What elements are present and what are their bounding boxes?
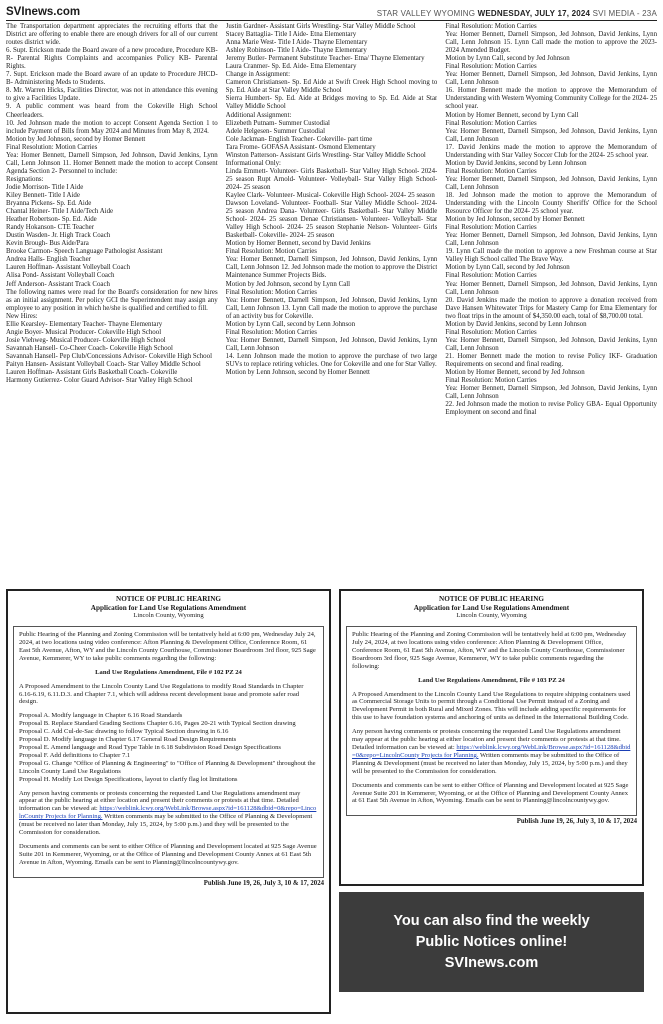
minutes-paragraph: Final Resolution: Motion Carries — [225, 328, 317, 336]
minutes-paragraph: Yea: Homer Bennett, Darnell Simpson, Jed Johnson, David Jenkins, Lynn Call, Lenn Johnson 11. Homer Bennett made the motion to accept Consent Agenda Section 2- Personnel to include: — [6, 151, 218, 175]
proposal-item: Proposal C. Add Cul-de-Sac drawing to follow Typical Section drawing in 6.16 — [19, 728, 229, 736]
minutes-paragraph: 14. Lenn Johnson made the motion to approve the purchase of two large SUVs to replace retiring vehicles. One for Cokeville and one for Star Valley. — [225, 352, 438, 368]
issue-date: WEDNESDAY, JULY 17, 2024 — [477, 9, 591, 18]
minutes-paragraph: Chantal Heiner- Title I Aide/Tech Aide — [6, 208, 114, 216]
minutes-paragraph: Kevin Brough- Bus Aide/Para — [6, 240, 89, 248]
minutes-paragraph: Final Resolution: Motion Carries — [445, 23, 537, 30]
notice-intro: Public Hearing of the Planning and Zoning Commission will be tentatively held at 6:00 pm, Wednesday July 24, 2024, at two locations using video conference: Afton Planning & Development Office, Conference Room, 61 East 5th Avenue, Afton, WY and the Lincoln County Courthouse, Commissioner Boardroom 3rd floor, 925 Sage Avenue, Kemmerer, WY to take public comments regarding the following: — [352, 631, 627, 670]
paper-location: STAR VALLEY WYOMING — [376, 9, 476, 18]
minutes-paragraph: Yea: Homer Bennett, Darnell Simpson, Jed Johnson, David Jenkins, Lynn Call, Lenn Johnson — [445, 336, 657, 352]
weblink[interactable]: https://weblink.lcwy.org/WebLink/Browse.aspx?id=161128&dbid=0&repo=LincolnCounty Projects for Planning. — [352, 743, 631, 759]
minutes-paragraph: Yea: Homer Bennett, Darnell Simpson, Jed Johnson, David Jenkins, Lynn Call, Lenn Johnson 12. Jed Johnson made the motion to approve the District Maintenance Summer Projects Bids. — [225, 256, 438, 280]
minutes-paragraph: Yea: Homer Bennett, Darnell Simpson, Jed Johnson, David Jenkins, Lynn Call, Lenn Johnson — [445, 71, 657, 87]
minutes-paragraph: Motion by David Jenkins, second by Lenn Johnson — [445, 320, 587, 328]
minutes-column-1 — [6, 23, 218, 581]
minutes-paragraph: Alisa Pond- Assistant Volleyball Coach — [6, 272, 115, 280]
minutes-paragraph: Final Resolution: Motion Carries — [445, 224, 537, 232]
notice-comments — [19, 790, 318, 837]
minutes-paragraph: Adele Helgesen- Summer Custodial — [225, 127, 325, 135]
minutes-paragraph: Resignations: — [6, 175, 44, 183]
minutes-columns — [6, 23, 657, 581]
minutes-paragraph: 18. Jed Johnson made the motion to approve the Memorandum of Understanding with the Lincoln County Sheriffs' Office for the School Resource Officer for the 2024- 25 school year. — [445, 191, 657, 216]
proposal-item: Proposal F. Add definitions to Chapter 7.1 — [19, 751, 131, 759]
minutes-paragraph: 22. Jed Johnson made the motion to revise Policy GBA- Equal Opportunity Employment on second and final — [445, 401, 657, 417]
minutes-paragraph: Final Resolution: Motion Carries — [445, 119, 537, 127]
minutes-paragraph: Motion by Lynn Call, second by Lenn Johnson — [225, 320, 356, 328]
minutes-paragraph: Yea: Homer Bennett, Darnell Simpson, Jed Johnson, David Jenkins, Lynn Call, Lenn Johnson — [445, 385, 657, 401]
proposal-item: Proposal E. Amend language and Road Type Table in 6.18 Subdivision Road Design Specifications — [19, 743, 281, 751]
minutes-paragraph: Sierra Humbert- Sp. Ed. Aide at Bridges moving to Sp. Ed. Aide at Star Valley Middle School — [225, 95, 438, 111]
minutes-paragraph: Anna Marie West- Title I Aide- Thayne Elementary — [225, 39, 368, 47]
minutes-paragraph: Savannah Hansell- Co-Cheer Coach- Cokeville High School — [6, 344, 173, 352]
minutes-paragraph: 21. Homer Bennett made the motion to revise Policy IKF- Graduation Requirements on second and final reading. — [445, 352, 657, 368]
minutes-paragraph: The Transportation department appreciates the recruiting efforts that the District are offering to enable there are enough drivers for all of our current routes district wide. — [6, 23, 218, 47]
minutes-paragraph: Motion by Jed Johnson, second by Lynn Call — [225, 280, 351, 288]
minutes-paragraph: Yea: Homer Bennett, Darnell Simpson, Jed Johnson, David Jenkins, Lynn Call, Lenn Johnson 15. Lynn Call made the motion to approve the 2023-2024 Amended Budget. — [445, 31, 657, 55]
minutes-paragraph: Justin Gardner- Assistant Girls Wrestling- Star Valley Middle School — [225, 23, 416, 30]
written-comments-text: Written comments may be submitted to the Office of Planning & Development (must be received no later than Monday, July 15, 2024, by 5:00 p.m.) and they will be presented to the Commission for consideration. — [19, 813, 313, 837]
notice-intro: Public Hearing of the Planning and Zoning Commission will be tentatively held at 6:00 pm, Wednesday July 24, 2024, at two locations using video conference: Afton Planning & Development Office, Conference Room, 61 East 5th Avenue, Afton, WY and the Lincoln County Courthouse, Commissioner Boardroom 3rd floor, 925 Sage Avenue, Kemmerer, WY to take public comments regarding the following: — [19, 631, 316, 662]
page-header — [6, 0, 657, 21]
notice-heading: Land Use Regulations Amendment, File # 102 PZ 24 — [95, 668, 242, 676]
public-notice-103 — [339, 589, 644, 886]
minutes-paragraph: Ashley Robinson- Title I Aide- Thayne Elementary — [225, 47, 367, 55]
minutes-paragraph: Andrea Halls- English Teacher — [6, 256, 91, 264]
minutes-paragraph: Motion by David Jenkins, second by Lenn Johnson — [445, 159, 587, 167]
minutes-paragraph: Final Resolution: Motion Carries — [445, 377, 537, 385]
minutes-paragraph: Jeremy Butler- Permanent Substitute Teacher- Etna/ Thayne Elementary — [225, 55, 425, 63]
minutes-paragraph: New Hires: — [6, 312, 38, 320]
notice-description: A Proposed Amendment to the Lincoln County Land Use Regulations to modify Road Standards in Chapter 6.16-6.19, 6.11.D.3. and Chapter 7.1, which will address recent development issue and promote safer road design. — [19, 682, 304, 706]
site-name[interactable]: SVInews.com — [6, 6, 81, 18]
notice-title: NOTICE OF PUBLIC HEARING — [439, 595, 544, 603]
minutes-paragraph: 7. Supt. Erickson made the Board aware of an update to Procedure JHCD- B- Administering Meds to Students. — [6, 71, 218, 87]
proposal-item: Proposal H. Modify Lot Design Specifications, layout to clarify flag lot limitations — [19, 775, 238, 783]
comments-text: Any person having comments or protests concerning the requested Land Use Regulations amendment may appear at the public hearing at either location and present their comments or protests at that time. Detailed information can be viewed at: — [352, 728, 621, 751]
minutes-paragraph: Yea: Homer Bennett, Darnell Simpson, Jed Johnson, David Jenkins, Lynn Call, Lenn Johnson — [445, 232, 657, 248]
notice-heading: Land Use Regulations Amendment, File # 103 PZ 24 — [418, 676, 565, 684]
minutes-paragraph: Bryanna Pickens- Sp. Ed. Aide — [6, 200, 92, 208]
minutes-paragraph: 8. Mr. Warren Hicks, Facilities Director, was not in attendance this evening to give a Facilities Update. — [6, 87, 218, 103]
weblink[interactable]: https://weblink.lcwy.org/WebLink/Browse.aspx?id=161128&dbid=0&repo=LincolnCounty Projects for Planning. — [19, 805, 317, 821]
minutes-paragraph: Jeff Anderson- Assistant Track Coach — [6, 280, 110, 288]
minutes-paragraph: Yea: Homer Bennett, Darnell Simpson, Jed Johnson, David Jenkins, Lynn Call, Lenn Johnson — [225, 336, 438, 352]
minutes-paragraph: Linda Emmett- Volunteer- Girls Basketball- Star Valley High School- 2024- 25 season Rupt Arnold- Volunteer- Volleyball- Star Valley High School- 2024- 25 season — [225, 167, 438, 191]
minutes-paragraph: Motion by Lynn Call, second by Jed Johnson — [445, 264, 570, 272]
proposal-item: Proposal B. Replace Standard Grading Sections Chapter 6.16, Pages 20-21 with Typical Section drawing — [19, 720, 296, 728]
minutes-paragraph: Cameron Christiansen- Sp. Ed Aide at Swift Creek High School moving to Sp. Ed. Aide at Star Valley Middle School — [225, 79, 438, 95]
notice-comments — [352, 728, 631, 775]
minutes-paragraph: Dustin Wasden- Jr. High Track Coach — [6, 232, 111, 240]
notice-description: A Proposed Amendment to the Lincoln County Land Use Regulations to require shipping containers used as Commercial Storage Units to permit through a Conditional Use Permit instead of a Zoning and Development Permit in both Rural and Mixed Zones. This will include adding specific requirements for this use to have foundation systems and anchoring of units as defined in the International Building Code. — [352, 690, 631, 722]
minutes-paragraph: Savannah Hansell- Pep Club/Concessions Advisor- Cokeville High School — [6, 352, 212, 360]
minutes-paragraph: Change in Assignment: — [225, 71, 290, 79]
minutes-paragraph: Angie Boyer- Musical Producer- Cokeville High School — [6, 328, 162, 336]
minutes-paragraph: Motion by Lynn Call, second by Jed Johnson — [445, 55, 570, 63]
minutes-paragraph: Motion by Lenn Johnson, second by Homer Bennett — [225, 369, 370, 377]
minutes-paragraph: Lauren Hoffman- Assistant Girls Basketball Coach- Cokeville — [6, 369, 178, 377]
publish-dates: Publish June 19, 26, July 3, 10 & 17, 2024 — [516, 818, 637, 826]
minutes-paragraph: Informational Only: — [225, 159, 281, 167]
comments-text: Any person having comments or protests concerning the requested Land Use Regulations amendment may appear at the public hearing at either location and present their comments or protests at that time. Detailed information can be viewed at: — [19, 789, 301, 813]
minutes-paragraph: Yea: Homer Bennett, Darnell Simpson, Jed Johnson, David Jenkins, Lynn Call, Lenn Johnson 13. Lynn Call made the motion to approve the purchase of an activity bus for Cokeville. — [225, 296, 438, 320]
minutes-paragraph: Dawson Loveland- Volunteer- Football- Star Valley Middle School- 2024- 25 season Andrea Dana- Volunteer- Girls Basketball- Star Valley Middle School- 2024- 25 season Denae Christiansen- Volunteer- Volleyball- Star Valley High School- 2024- 25 season Stephanie Nelson- Volunteer- Girls Basketball- Cokeville- 2024- 25 season — [225, 200, 438, 240]
minutes-paragraph: Lauren Hoffman- Assistant Volleyball Coach — [6, 264, 131, 272]
notice-body — [13, 626, 324, 878]
minutes-paragraph: Final Resolution: Motion Carries — [445, 63, 537, 71]
promo-line-1: You can also find the weekly — [393, 912, 590, 929]
minutes-paragraph: Brooke Carmon- Speech Language Pathologist Assistant — [6, 248, 163, 256]
minutes-paragraph: 19. Lynn Call made the motion to approve a new Freshman course at Star Valley High School called The Brave Way. — [445, 248, 657, 264]
notice-subtitle: Application for Land Use Regulations Amendment — [90, 603, 247, 612]
minutes-paragraph: 10. Jed Johnson made the motion to accept Consent Agenda Section 1 to include Payment of Bills from May 2024 and Minutes from May 8, 2024. — [6, 119, 218, 135]
notice-title: NOTICE OF PUBLIC HEARING — [116, 595, 221, 603]
minutes-paragraph: 20. David Jenkins made the motion to approve a donation received from Dave Hansen Whitewater Trips for Mastery Camp for Etna Elementary for two float trips in the amount of $4,350.00 each, total of $8,700.00 total. — [445, 296, 657, 320]
minutes-paragraph: 16. Homer Bennett made the motion to approve the Memorandum of Understanding with Western Wyoming Community College for the 2024- 25 school year. — [445, 87, 657, 111]
minutes-paragraph: Motion by Homer Bennett, second by Lynn Call — [445, 111, 579, 119]
minutes-paragraph: Motion by Jed Johnson, second by Homer Bennett — [445, 216, 585, 224]
minutes-paragraph: Paityn Hansen- Assistant Volleyball Coach- Star Valley Middle School — [6, 360, 201, 368]
minutes-paragraph: Additional Assignment: — [225, 111, 292, 119]
minutes-paragraph: Kiley Bennett- Title I Aide — [6, 191, 80, 199]
minutes-paragraph: Winston Patterson- Assistant Girls Wrestling- Star Valley Middle School — [225, 151, 426, 159]
minutes-paragraph: Cole Jackman- English Teacher- Cokeville- part time — [225, 135, 373, 143]
notice-location: Lincoln County, Wyoming — [456, 612, 527, 620]
minutes-paragraph: 17. David Jenkins made the motion to approve the Memorandum of Understanding with Star Valley Soccer Club for the 2024- 25 school year. — [445, 143, 657, 159]
minutes-paragraph: Final Resolution: Motion Carries — [6, 143, 98, 151]
page-number: SVI MEDIA - 23A — [592, 9, 657, 18]
notice-documents: Documents and comments can be sent to either Office of Planning and Development located at 925 Sage Avenue Suite 201 in Kemmerer, Wyoming, or at the Office of Planning and Development County Annex at 61 East 5th Avenue in Afton, Wyoming. Emails can be sent to Planning@lincolncountywy.gov. — [352, 781, 629, 805]
proposal-item: Proposal D. Modify language in Chapter 6.17 General Road Design Requirements — [19, 736, 237, 744]
notice-documents: Documents and comments can be sent to either Office of Planning and Development located at 925 Sage Avenue Suite 201 in Kemmerer, Wyoming, or at the Office of Planning and Development County Annex at 61 East 5th Avenue in Afton, Wyoming. Emails can be sent to Planning@lincolncountywy.gov. — [19, 842, 317, 866]
minutes-paragraph: Stacey Battaglia- Title I Aide- Etna Elementary — [225, 31, 357, 39]
minutes-column-2 — [226, 23, 438, 581]
minutes-paragraph: Motion by Homer Bennett, second by David Jenkins — [225, 240, 371, 248]
minutes-paragraph: The following names were read for the Board's consideration for new hires as an initial assignment. Per policy GCI the Superintendent may assign any employee to any position in which he/she is qualified and certified to fill. — [6, 288, 218, 312]
minutes-paragraph: 6. Supt. Erickson made the Board aware of a new procedure, Procedure KB- R- Parental Rights Complaints and accompanies Policy KB- Parental Rights. — [6, 47, 218, 71]
minutes-paragraph: Motion by Jed Johnson, second by Homer Bennett — [6, 135, 146, 143]
minutes-paragraph: Elizebeth Putnam- Summer Custodial — [225, 119, 330, 127]
minutes-column-3 — [445, 23, 657, 581]
minutes-paragraph: Yea: Homer Bennett, Darnell Simpson, Jed Johnson, David Jenkins, Lynn Call, Lenn Johnson — [445, 280, 657, 296]
minutes-paragraph: Jodie Morrison- Title I Aide — [6, 183, 84, 191]
publish-dates: Publish June 19, 26, July 3, 10 & 17, 2024 — [203, 879, 324, 887]
minutes-paragraph: Laura Cranmer- Sp. Ed. Aide- Etna Elementary — [225, 63, 357, 71]
minutes-paragraph: Final Resolution: Motion Carries — [445, 272, 537, 280]
public-notice-102 — [6, 589, 331, 1014]
promo-site: SVInews.com — [444, 954, 539, 971]
paper-info — [377, 9, 657, 18]
minutes-paragraph: Ellie Kearsley- Elementary Teacher- Thayne Elementary — [6, 320, 163, 328]
notice-subtitle: Application for Land Use Regulations Amendment — [413, 603, 570, 612]
promo-line-2: Public Notices online! — [415, 933, 568, 950]
minutes-paragraph: Motion by Homer Bennett, second by Jed Johnson — [445, 369, 585, 377]
minutes-paragraph: Final Resolution: Motion Carries — [225, 248, 317, 256]
minutes-paragraph: Final Resolution: Motion Carries — [445, 328, 537, 336]
proposal-item: Proposal A. Modify language in Chapter 6.16 Road Standards — [19, 712, 183, 720]
written-comments-text: Written comments may be submitted to the Office of Planning & Development (must be received no later than Monday, July 15, 2024, by 5:00 p.m.) and they will be presented to the Commission for consideration. — [352, 751, 628, 775]
online-notices-promo[interactable] — [339, 892, 644, 992]
minutes-paragraph: Tara Frome- GOFASA Assistant- Osmond Elementary — [225, 143, 376, 151]
notice-body — [346, 626, 637, 816]
notice-location: Lincoln County, Wyoming — [133, 612, 204, 620]
minutes-paragraph: Final Resolution: Motion Carries — [225, 288, 317, 296]
minutes-paragraph: 9. A public comment was heard from the Cokeville High School Cheerleaders. — [6, 103, 218, 119]
minutes-paragraph: Yea: Homer Bennett, Darnell Simpson, Jed Johnson, David Jenkins, Lynn Call, Lenn Johnson — [445, 127, 657, 143]
minutes-paragraph: Harmony Gutierrez- Color Guard Advisor- Star Valley High School — [6, 377, 193, 385]
minutes-paragraph: Randy Hokanson- CTE Teacher — [6, 224, 94, 232]
proposal-item: Proposal G. Change "Office of Planning & Engineering" to "Office of Planning & Development" throughout the Lincoln County Land Use Regulations — [19, 759, 316, 775]
minutes-paragraph: Kaylee Clark- Volunteer- Musical- Cokeville High School- 2024- 25 season — [225, 191, 435, 199]
minutes-paragraph: Yea: Homer Bennett, Darnell Simpson, Jed Johnson, David Jenkins, Lynn Call, Lenn Johnson — [445, 175, 657, 191]
minutes-paragraph: Heather Robertson- Sp. Ed. Aide — [6, 216, 97, 224]
minutes-paragraph: Josie Viehweg- Musical Producer- Cokeville High School — [6, 336, 166, 344]
minutes-paragraph: Final Resolution: Motion Carries — [445, 167, 537, 175]
proposal-list — [19, 712, 318, 783]
